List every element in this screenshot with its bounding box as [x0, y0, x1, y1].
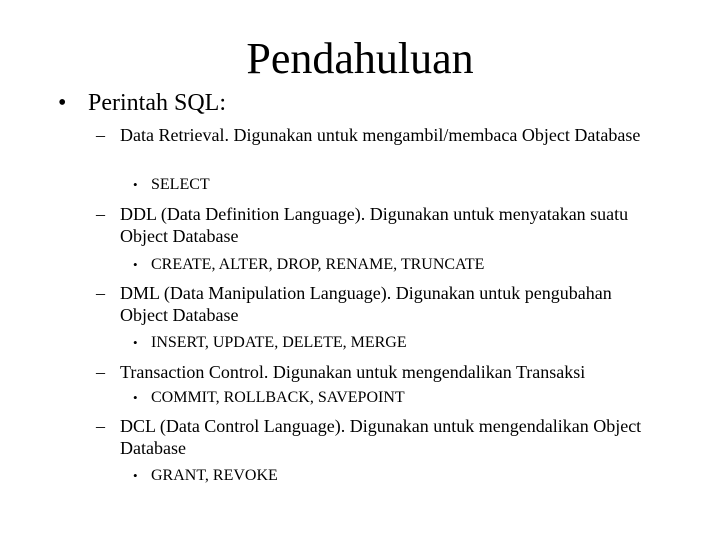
sub-bullet-marker: • — [133, 335, 138, 350]
dash-marker: – — [96, 362, 105, 382]
slide-title: Pendahuluan — [246, 34, 474, 83]
list-item-ddl — [96, 203, 656, 247]
sub-item-text: INSERT, UPDATE, DELETE, MERGE — [151, 334, 407, 351]
list-item-transaction-control — [96, 361, 656, 383]
sub-item-text: GRANT, REVOKE — [151, 467, 278, 484]
list-item-text: Transaction Control. Digunakan untuk mengendalikan Transaksi — [120, 362, 586, 382]
list-item-text: Data Retrieval. Digunakan untuk mengambil/membaca Object Database — [120, 125, 641, 145]
sub-bullet-marker: • — [133, 390, 138, 405]
dash-marker: – — [96, 283, 105, 303]
dash-marker: – — [96, 416, 105, 436]
sub-item-text: CREATE, ALTER, DROP, RENAME, TRUNCATE — [151, 256, 485, 273]
list-item-dml — [96, 282, 656, 326]
sub-item-select — [133, 175, 210, 195]
list-item-text: DDL (Data Definition Language). Digunakan untuk menyatakan suatu Object Database — [120, 204, 629, 246]
sub-item-ddl-commands — [133, 255, 484, 275]
sub-item-text: COMMIT, ROLLBACK, SAVEPOINT — [151, 389, 405, 406]
main-bullet — [58, 89, 226, 117]
list-item-text: DML (Data Manipulation Language). Digunakan untuk pengubahan Object Database — [120, 283, 612, 325]
dash-marker: – — [96, 125, 105, 145]
list-item-dcl — [96, 415, 656, 459]
sub-bullet-marker: • — [133, 468, 138, 483]
main-bullet-text: Perintah SQL: — [88, 90, 226, 116]
sub-item-dml-commands — [133, 333, 407, 353]
list-item-data-retrieval — [96, 124, 656, 146]
sub-bullet-marker: • — [133, 257, 138, 272]
sub-item-dcl-commands — [133, 466, 278, 486]
main-bullet-marker: • — [58, 90, 67, 116]
sub-item-tcl-commands — [133, 388, 405, 408]
sub-item-text: SELECT — [151, 176, 210, 193]
dash-marker: – — [96, 204, 105, 224]
sub-bullet-marker: • — [133, 177, 138, 192]
list-item-text: DCL (Data Control Language). Digunakan untuk mengendalikan Object Database — [120, 416, 642, 458]
